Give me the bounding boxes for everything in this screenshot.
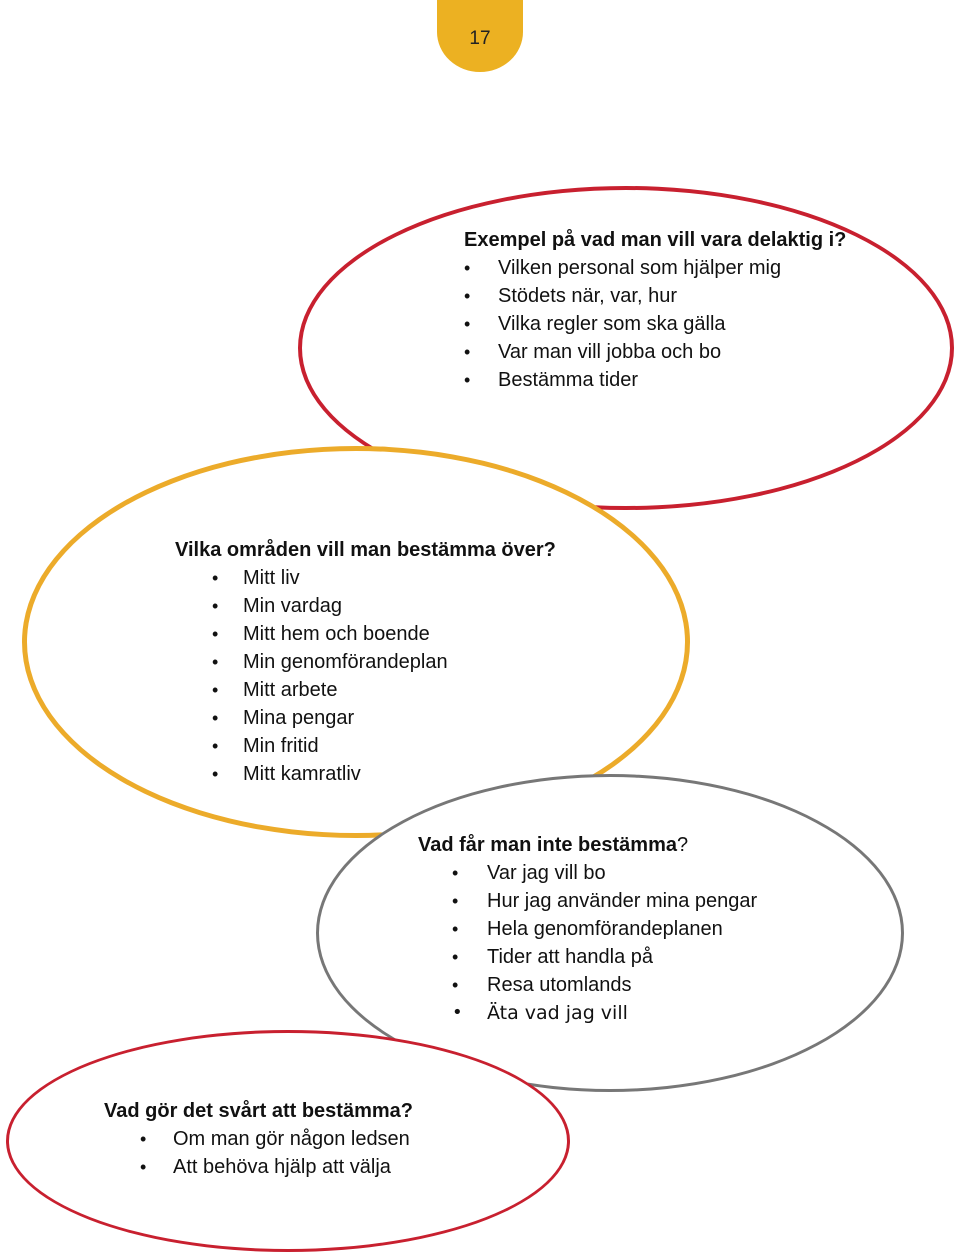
list-item: • Stödets när, var, hur [464,285,677,307]
list-item: • Resa utomlands [452,974,632,996]
areas-heading: Vilka områden vill man bestämma över? [175,539,556,561]
list-item: • Min genomförandeplan [212,651,448,673]
example-heading: Exempel på vad man vill vara delaktig i? [464,229,847,251]
list-item: • Äta vad jag vill [452,1002,628,1024]
difficult-section [104,1097,544,1181]
page-number-badge [437,0,523,72]
list-item: • Var jag vill bo [452,862,606,884]
list-item: • Mina pengar [212,707,355,729]
list-item: • Var man vill jobba och bo [464,341,722,363]
list-item: • Min vardag [212,595,342,617]
list-item: • Mitt kamratliv [212,763,361,785]
cannot-decide-heading: Vad får man inte bestämma? [418,834,689,856]
list-item: • Att behöva hjälp att välja [140,1156,391,1178]
list-item: • Tider att handla på [452,946,654,968]
list-item: • Mitt hem och boende [212,623,430,645]
cannot-decide-list [452,859,878,1027]
list-item: • Om man gör någon ledsen [140,1128,410,1150]
list-item: • Min fritid [212,735,319,757]
list-item: • Hela genomförandeplanen [452,918,723,940]
list-item: • Mitt liv [212,567,300,589]
areas-list [212,564,635,788]
list-item: • Hur jag använder mina pengar [452,890,758,912]
list-item: • Mitt arbete [212,679,338,701]
list-item: • Vilka regler som ska gälla [464,313,726,335]
cannot-decide-section [418,831,878,1027]
areas-section [175,536,635,788]
page-number: 17 [469,28,491,49]
example-list [464,254,884,394]
list-item: • Vilken personal som hjälper mig [464,257,782,279]
list-item: • Bestämma tider [464,369,639,391]
difficult-heading: Vad gör det svårt att bestämma? [104,1100,413,1122]
difficult-list [140,1125,544,1181]
example-section [464,226,884,394]
